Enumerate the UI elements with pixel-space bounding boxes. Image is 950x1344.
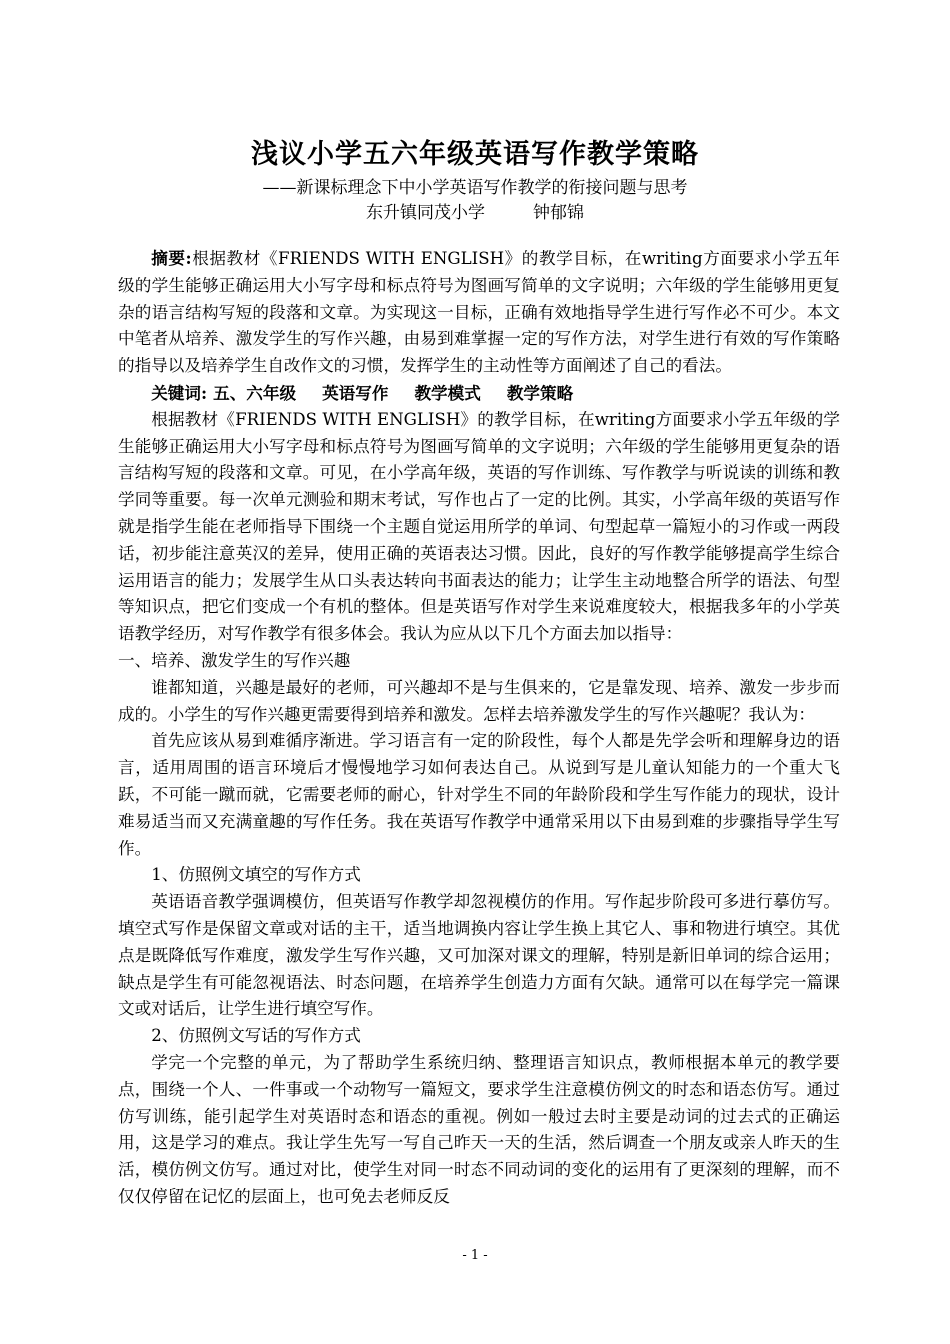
keywords-label: 关键词: [151, 382, 208, 403]
body-paragraph: 谁都知道，兴趣是最好的老师，可兴趣却不是与生俱来的，它是靠发现、培养、激发一步步而成的。小学生的写作兴趣更需要得到培养和激发。怎样去培养激发学生的写作兴趣呢？我认为： [118, 677, 840, 724]
author-line [0, 201, 950, 225]
abstract-paragraph [118, 245, 840, 380]
school-name: 东升镇同茂小学 [366, 203, 485, 223]
abstract-text: 根据教材《FRIENDS WITH ENGLISH》的教学目标，在writing方面要求小学五年级的学生能够正确运用大小写字母和标点符号为图画写简单的文字说明；六年级的学生能够用更复杂的语言结构写短的段落和文章。为实现这一目标，正确有效地指导学生进行写作必不可少。本文中笔者从培养、激发学生的写作兴趣，由易到难掌握一定的写作方法，对学生进行有效的写作策略的指导以及培养学生自改作文的习惯，发挥学生的主动性等方面阐述了自己的看法。 [118, 249, 840, 376]
page-number: - 1 - [462, 1248, 488, 1263]
keyword-item: 英语写作 [322, 382, 389, 403]
body-paragraph: 根据教材《FRIENDS WITH ENGLISH》的教学目标，在writing方面要求小学五年级的学生能够正确运用大小写字母和标点符号为图画写简单的文字说明；六年级的学生能够用更复杂的语言结构写短的段落和文章。可见，在小学高年级，英语的写作训练、写作教学与听说读的训练和教学同等重要。每一次单元测验和期末考试，写作也占了一定的比例。其实，小学高年级的英语写作就是指学生能在老师指导下围绕一个主题自觉运用所学的单词、句型起草一篇短小的习作或一两段话，初步能注意英汉的差异，使用正确的英语表达习惯。因此，良好的写作教学能够提高学生综合运用语言的能力；发展学生从口头表达转向书面表达的能力；让学生主动地整合所学的语法、句型等知识点，把它们变成一个有机的整体。但是英语写作对学生来说难度较大，根据我多年的小学英语教学经历，对写作教学有很多体会。我认为应从以下几个方面去加以指导： [118, 409, 840, 644]
subsection-heading: 1、仿照例文填空的写作方式 [151, 865, 361, 885]
body-paragraph: 首先应该从易到难循序渐进。学习语言有一定的阶段性，每个人都是先学会听和理解身边的语言，适用周围的语言环境后才慢慢地学习如何表达自己。从说到写是儿童认知能力的一个重大飞跃，不可能一蹴而就，它需要老师的耐心，针对学生不同的年龄阶段和学生写作能力的现状，设计难易适当而又充满童趣的写作任务。我在英语写作教学中通常采用以下由易到难的步骤指导学生写作。 [118, 731, 840, 858]
keyword-item: 教学模式 [414, 382, 481, 403]
document-title: 浅议小学五六年级英语写作教学策略 [251, 139, 699, 170]
abstract-label: 摘要: [151, 248, 192, 268]
author-name: 钟郁锦 [533, 203, 584, 223]
keywords-line [118, 380, 840, 407]
keyword-item: 五、六年级 [213, 382, 297, 403]
document-body [118, 245, 840, 1211]
section-heading: 一、培养、激发学生的写作兴趣 [118, 650, 351, 670]
keyword-item: 教学策略 [506, 382, 574, 403]
subsection-heading: 2、仿照例文写话的写作方式 [151, 1026, 361, 1046]
body-paragraph: 英语语音教学强调模仿，但英语写作教学却忽视模仿的作用。写作起步阶段可多进行摹仿写。填空式写作是保留文章或对话的主干，适当地调换内容让学生换上其它人、事和物进行填空。其优点是既降低写作难度，激发学生写作兴趣，又可加深对课文的理解，特别是新旧单词的综合运用；缺点是学生有可能忽视语法、时态问题，在培养学生创造力方面有欠缺。通常可以在每学完一篇课文或对话后，让学生进行填空写作。 [118, 892, 840, 1019]
document-subtitle: ——新课标理念下中小学英语写作教学的衔接问题与思考 [262, 178, 688, 198]
body-paragraph: 学完一个完整的单元，为了帮助学生系统归纳、整理语言知识点，教师根据本单元的教学要点，围绕一个人、一件事或一个动物写一篇短文，要求学生注意模仿例文的时态和语态仿写。通过仿写训练，能引起学生对英语时态和语态的重视。例如一般过去时主要是动词的过去式的正确运用，这是学习的难点。我让学生先写一写自己昨天一天的生活，然后调查一个朋友或亲人昨天的生活，模仿例文仿写。通过对比，使学生对同一时态不同动词的变化的运用有了更深刻的理解，而不仅仅停留在记忆的层面上，也可免去老师反反 [118, 1052, 840, 1206]
